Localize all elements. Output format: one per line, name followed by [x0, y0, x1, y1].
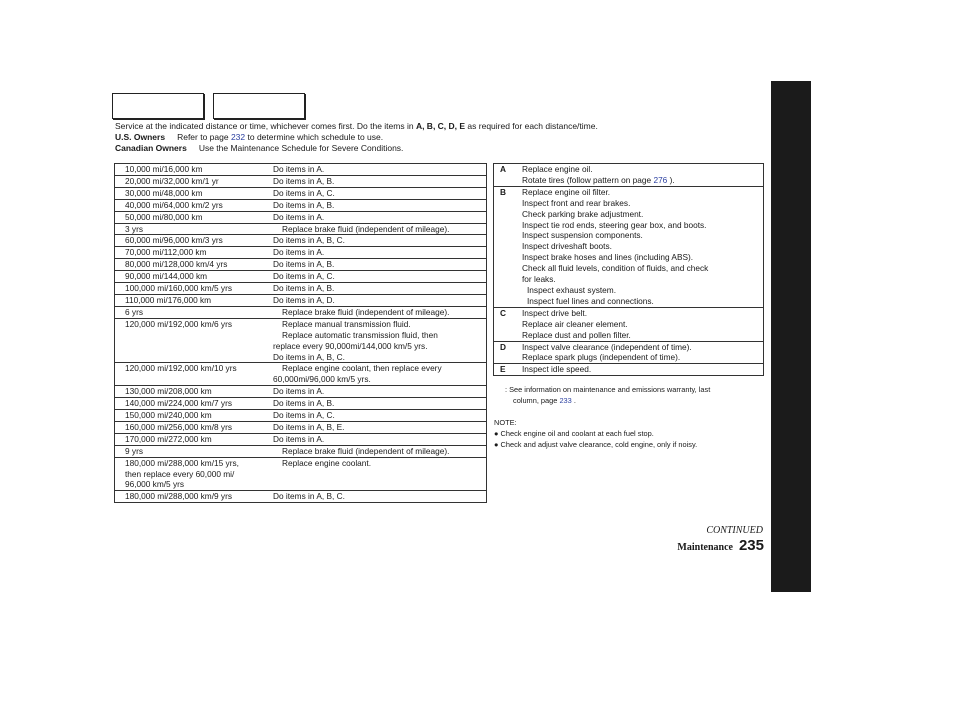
schedule-action: Do items in A, C. — [273, 271, 335, 282]
legend-item: Inspect exhaust system. — [527, 284, 617, 295]
schedule-row — [115, 410, 486, 422]
schedule-action: Replace manual transmission fluid. Replace automatic transmission fluid, then replace every 90,000mi/144,000 km/5 yrs. Do items in A, B, C. — [273, 318, 438, 362]
schedule-interval: 30,000 mi/48,000 km — [125, 187, 203, 198]
legend-items — [522, 308, 763, 341]
dark-side-tab — [771, 81, 811, 592]
schedule-interval: 130,000 mi/208,000 km — [125, 386, 212, 397]
schedule-interval: 10,000 mi/16,000 km — [125, 164, 203, 174]
schedule-interval: 50,000 mi/80,000 km — [125, 211, 203, 222]
schedule-row — [115, 200, 486, 212]
schedule-action: Do items in A. — [273, 433, 325, 444]
schedule-interval: 6 yrs — [125, 306, 143, 317]
schedule-action: Do items in A. — [273, 247, 325, 258]
legend-item: Inspect fuel lines and connections. — [527, 295, 654, 306]
legend-item: Rotate tires (follow pattern on page 276 ). — [522, 174, 675, 185]
intro-text — [115, 121, 765, 154]
schedule-interval: 80,000 mi/128,000 km/4 yrs — [125, 259, 228, 270]
schedule-row — [115, 434, 486, 446]
legend-key: B — [500, 186, 506, 197]
canadian-owners-label: Canadian Owners — [115, 143, 187, 153]
header-tab-box-right — [213, 93, 305, 119]
legend-item: Inspect driveshaft boots. — [522, 241, 612, 252]
schedule-interval: 20,000 mi/32,000 km/1 yr — [125, 175, 219, 186]
page-link-233[interactable]: 233 — [559, 396, 572, 405]
schedule-interval: 180,000 mi/288,000 km/15 yrs, then replace every 60,000 mi/ 96,000 km/5 yrs — [125, 457, 239, 490]
service-items-legend-table — [493, 163, 764, 376]
legend-items — [522, 342, 763, 364]
schedule-row — [115, 271, 486, 283]
us-owners-label: U.S. Owners — [115, 132, 166, 142]
page-link-276[interactable]: 276 — [653, 174, 668, 185]
page-number: 235 — [738, 537, 764, 554]
schedule-action: Do items in A, B. — [273, 398, 335, 409]
legend-item: Inspect front and rear brakes. — [522, 197, 631, 208]
schedule-action: Do items in A, B. — [273, 199, 335, 210]
schedule-action: Do items in A, B, C. — [273, 235, 345, 246]
schedule-interval: 110,000 mi/176,000 km — [125, 294, 212, 305]
schedule-action: Do items in A, D. — [273, 294, 335, 305]
legend-row-b — [494, 187, 763, 308]
schedule-interval: 40,000 mi/64,000 km/2 yrs — [125, 199, 223, 210]
legend-item: Inspect tie rod ends, steering gear box, and boots. — [522, 219, 707, 230]
schedule-action: Replace engine coolant. — [282, 457, 372, 468]
schedule-action: Do items in A, B, C. — [273, 491, 345, 502]
schedule-action: Do items in A, B. — [273, 259, 335, 270]
schedule-interval: 3 yrs — [125, 223, 143, 234]
schedule-interval: 170,000 mi/272,000 km — [125, 433, 212, 444]
legend-item: Inspect valve clearance (independent of time). — [522, 341, 692, 352]
schedule-row — [115, 422, 486, 434]
legend-item: Check all fluid levels, condition of fluids, and check — [522, 263, 709, 274]
us-owners-line: U.S. Owners Refer to page 232 to determine which schedule to use. — [115, 132, 384, 142]
schedule-action: Do items in A. — [273, 164, 325, 174]
schedule-row — [115, 446, 486, 458]
page-link-232[interactable]: 232 — [230, 132, 246, 142]
schedule-row — [115, 319, 486, 364]
notes-block — [494, 417, 764, 450]
maintenance-schedule-table — [114, 163, 487, 503]
legend-item: Inspect drive belt. — [522, 307, 588, 318]
legend-row-e — [494, 364, 763, 375]
warranty-footnote: : See information on maintenance and emissions warranty, last column, page 233 . — [505, 385, 711, 405]
schedule-row — [115, 188, 486, 200]
legend-item: Inspect brake hoses and lines (including ABS). — [522, 252, 694, 263]
notes-title: NOTE: — [494, 418, 517, 427]
schedule-row — [115, 212, 486, 224]
schedule-interval: 9 yrs — [125, 445, 143, 456]
schedule-interval: 120,000 mi/192,000 km/6 yrs — [125, 318, 232, 329]
continued-label: CONTINUED — [706, 525, 763, 536]
canadian-owners-line: Canadian Owners Use the Maintenance Schedule for Severe Conditions. — [115, 143, 404, 153]
schedule-row — [115, 398, 486, 410]
schedule-action: Do items in A, B. — [273, 283, 335, 294]
schedule-row — [115, 164, 486, 176]
schedule-row — [115, 224, 486, 236]
schedule-action: Do items in A, C. — [273, 410, 335, 421]
schedule-row — [115, 235, 486, 247]
schedule-interval: 100,000 mi/160,000 km/5 yrs — [125, 283, 232, 294]
legend-items — [522, 164, 763, 186]
schedule-row — [115, 363, 486, 386]
page-footer — [640, 537, 764, 555]
schedule-interval: 120,000 mi/192,000 km/10 yrs — [125, 363, 237, 374]
legend-key: E — [500, 364, 506, 375]
legend-item: Check parking brake adjustment. — [522, 208, 644, 219]
legend-item: Inspect suspension components. — [522, 230, 643, 241]
note-item: ● Check and adjust valve clearance, cold engine, only if noisy. — [494, 440, 698, 449]
schedule-row — [115, 295, 486, 307]
legend-item: for leaks. — [522, 274, 556, 285]
schedule-action: Do items in A. — [273, 386, 325, 397]
legend-row-a — [494, 164, 763, 187]
schedule-action: Do items in A, B, E. — [273, 421, 345, 432]
schedule-interval: 90,000 mi/144,000 km — [125, 271, 208, 282]
schedule-action: Replace brake fluid (independent of mileage). — [282, 306, 450, 317]
schedule-action: Replace brake fluid (independent of mileage). — [282, 445, 450, 456]
schedule-row — [115, 458, 486, 492]
schedule-action: Do items in A, C. — [273, 187, 335, 198]
schedule-row — [115, 176, 486, 188]
legend-item: Inspect idle speed. — [522, 364, 592, 375]
legend-item: Replace engine oil. — [522, 164, 593, 174]
schedule-row — [115, 307, 486, 319]
schedule-interval: 140,000 mi/224,000 km/7 yrs — [125, 398, 232, 409]
legend-items — [522, 187, 763, 307]
schedule-row — [115, 283, 486, 295]
schedule-row — [115, 491, 486, 502]
legend-item: Replace dust and pollen filter. — [522, 329, 631, 340]
note-item: ● Check engine oil and coolant at each fuel stop. — [494, 429, 654, 438]
schedule-row — [115, 247, 486, 259]
legend-key: A — [500, 164, 506, 174]
legend-key: C — [500, 307, 506, 318]
schedule-interval: 70,000 mi/112,000 km — [125, 247, 207, 258]
schedule-interval: 180,000 mi/288,000 km/9 yrs — [125, 491, 232, 502]
legend-row-d — [494, 342, 763, 365]
legend-row-c — [494, 308, 763, 342]
legend-key: D — [500, 341, 506, 352]
schedule-action: Do items in A. — [273, 211, 325, 222]
section-name: Maintenance — [677, 542, 733, 553]
schedule-row — [115, 259, 486, 271]
intro-line: Service at the indicated distance or time, whichever comes first. Do the items in A, B, C, D, E as required for each distance/time. — [115, 121, 598, 131]
schedule-action: Do items in A, B. — [273, 175, 335, 186]
header-tab-box-left — [112, 93, 204, 119]
schedule-action: Replace brake fluid (independent of mileage). — [282, 223, 450, 234]
schedule-interval: 160,000 mi/256,000 km/8 yrs — [125, 421, 232, 432]
legend-item: Replace engine oil filter. — [522, 186, 611, 197]
schedule-interval: 60,000 mi/96,000 km/3 yrs — [125, 235, 223, 246]
legend-item: Replace spark plugs (independent of time). — [522, 352, 681, 363]
schedule-interval: 150,000 mi/240,000 km — [125, 410, 212, 421]
schedule-row — [115, 386, 486, 398]
legend-items — [522, 364, 763, 375]
schedule-action: Replace engine coolant, then replace every 60,000mi/96,000 km/5 yrs. — [273, 363, 442, 385]
legend-item: Replace air cleaner element. — [522, 318, 628, 329]
